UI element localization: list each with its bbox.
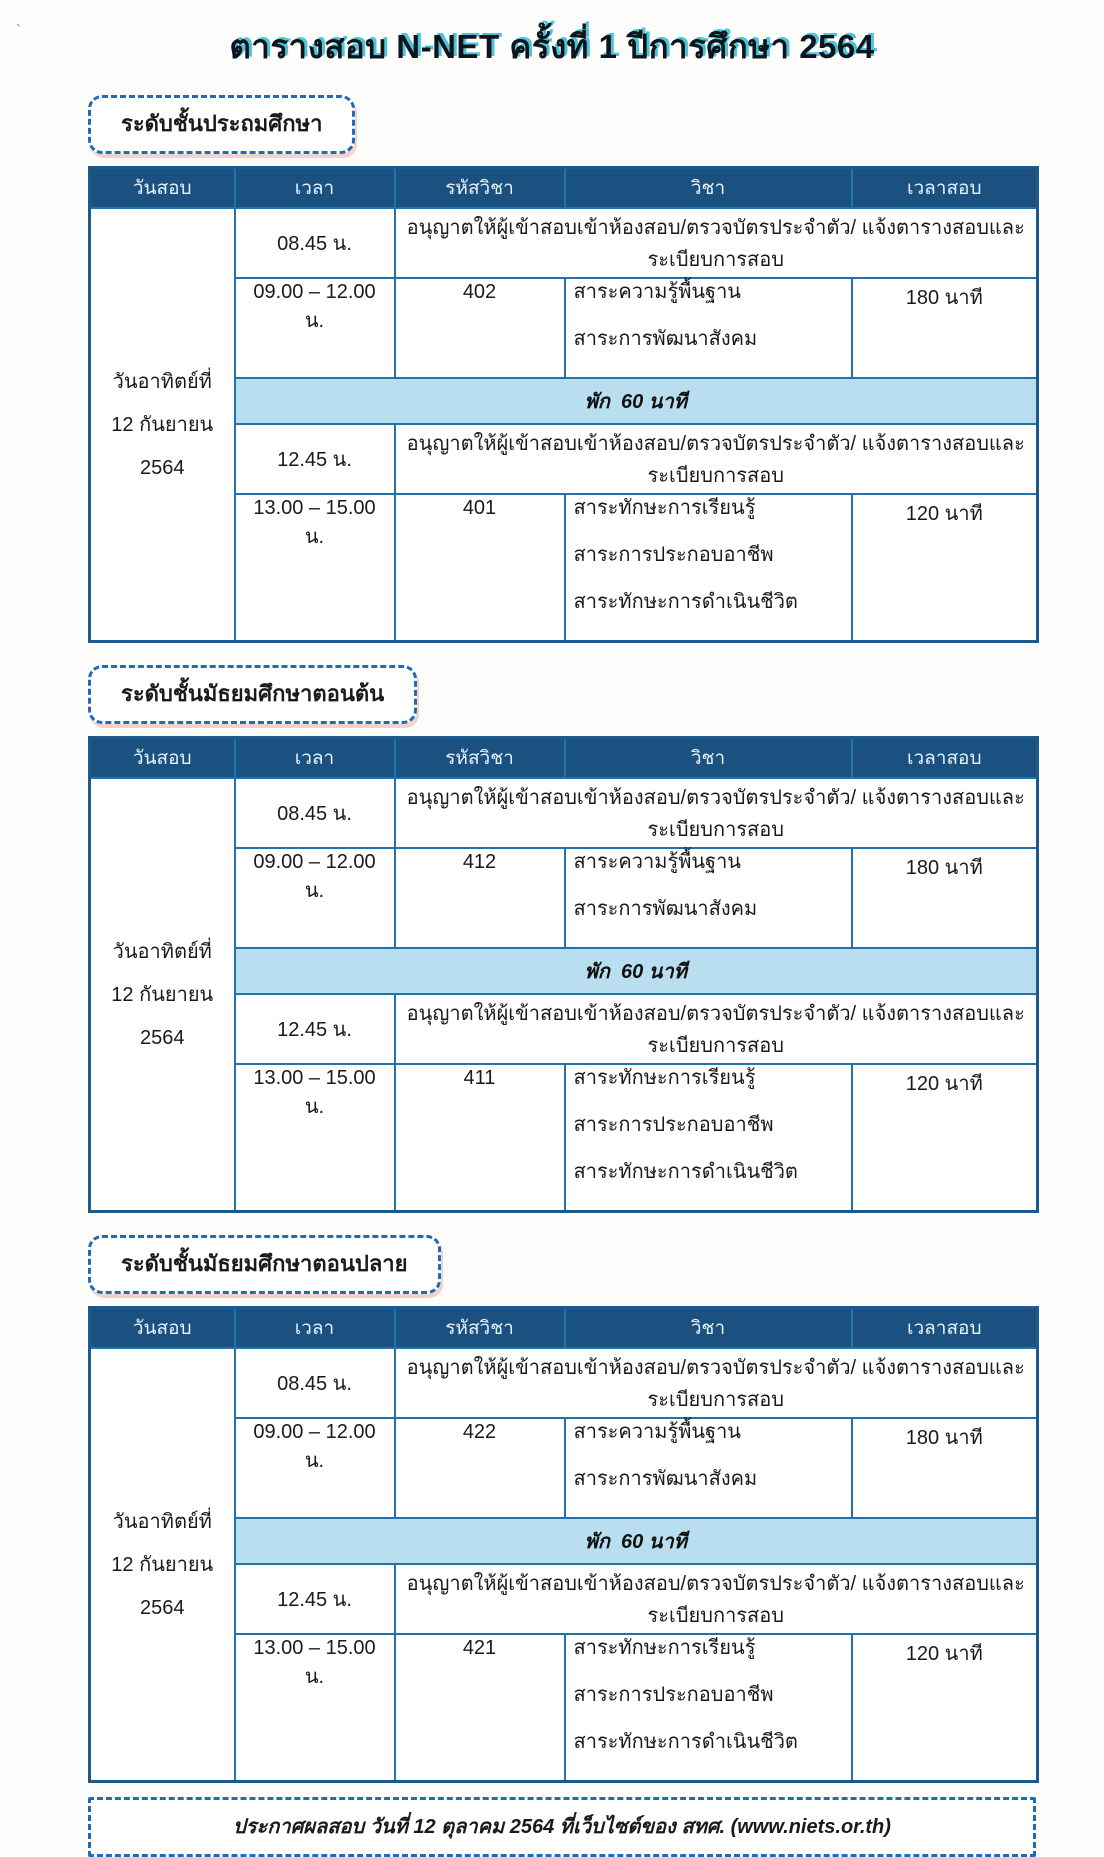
subject-line: สาระความรู้พื้นฐาน xyxy=(573,281,741,303)
exam-date-line: วันอาทิตย์ที่ xyxy=(112,1510,212,1533)
col-header-subject-code: รหัสวิชา xyxy=(395,168,565,209)
break-cell: พัก 60 นาที xyxy=(235,948,1038,994)
break-cell: พัก 60 นาที xyxy=(235,378,1038,424)
time-cell: 08.45 น. xyxy=(235,208,395,278)
subject-line: สาระการประกอบอาชีพ xyxy=(573,544,774,566)
time-cell: 12.45 น. xyxy=(235,1564,395,1634)
time-cell: 12.45 น. xyxy=(235,424,395,494)
time-cell: 09.00 – 12.00 น. xyxy=(235,1418,395,1518)
stray-mark: ` xyxy=(16,22,21,39)
document-body xyxy=(88,73,1036,1857)
subject-line: สาระการพัฒนาสังคม xyxy=(573,1468,758,1490)
admission-cell: อนุญาตให้ผู้เข้าสอบเข้าห้องสอบ/ตรวจบัตรประจำตัว/ แจ้งตารางสอบและระเบียบการสอบ xyxy=(395,1564,1038,1634)
duration-cell: 120 นาที xyxy=(852,1634,1038,1782)
exam-date-line: 12 กันยายน xyxy=(111,413,214,436)
subject-cell xyxy=(565,848,852,948)
time-cell: 13.00 – 15.00 น. xyxy=(235,494,395,642)
table-header-row xyxy=(90,168,1038,209)
col-header-exam-duration: เวลาสอบ xyxy=(852,168,1038,209)
col-header-time: เวลา xyxy=(235,738,395,779)
subject-cell xyxy=(565,494,852,642)
subject-code-cell: 401 xyxy=(395,494,565,642)
exam-table-upper-secondary xyxy=(88,1306,1039,1783)
col-header-subject: วิชา xyxy=(565,738,852,779)
exam-date-line: วันอาทิตย์ที่ xyxy=(112,370,212,393)
table-row-morning-entry xyxy=(90,1348,1038,1418)
admission-cell: อนุญาตให้ผู้เข้าสอบเข้าห้องสอบ/ตรวจบัตรประจำตัว/ แจ้งตารางสอบและระเบียบการสอบ xyxy=(395,1348,1038,1418)
subject-line: สาระการประกอบอาชีพ xyxy=(573,1114,774,1136)
col-header-subject: วิชา xyxy=(565,1308,852,1349)
duration-cell: 120 นาที xyxy=(852,1064,1038,1212)
time-cell: 08.45 น. xyxy=(235,1348,395,1418)
subject-line: สาระความรู้พื้นฐาน xyxy=(573,1421,741,1443)
subject-cell xyxy=(565,1064,852,1212)
subject-line: สาระทักษะการเรียนรู้ xyxy=(573,1067,756,1089)
admission-cell: อนุญาตให้ผู้เข้าสอบเข้าห้องสอบ/ตรวจบัตรประจำตัว/ แจ้งตารางสอบและระเบียบการสอบ xyxy=(395,778,1038,848)
subject-line: สาระความรู้พื้นฐาน xyxy=(573,851,741,873)
col-header-exam-duration: เวลาสอบ xyxy=(852,738,1038,779)
section-label-lower-secondary: ระดับชั้นมัธยมศึกษาตอนต้น xyxy=(88,665,417,724)
exam-date-line: 12 กันยายน xyxy=(111,983,214,1006)
subject-line: สาระการประกอบอาชีพ xyxy=(573,1684,774,1706)
exam-table-lower-secondary xyxy=(88,736,1039,1213)
subject-code-cell: 421 xyxy=(395,1634,565,1782)
subject-line: สาระทักษะการดำเนินชีวิต xyxy=(573,1161,798,1183)
subject-cell xyxy=(565,1418,852,1518)
time-cell: 08.45 น. xyxy=(235,778,395,848)
break-cell: พัก 60 นาที xyxy=(235,1518,1038,1564)
exam-date-line: 2564 xyxy=(140,1026,185,1049)
subject-line: สาระการพัฒนาสังคม xyxy=(573,898,758,920)
results-announcement-note: ประกาศผลสอบ วันที่ 12 ตุลาคม 2564 ที่เว็บไซต์ของ สทศ. (www.niets.or.th) xyxy=(88,1797,1036,1857)
section-label-upper-secondary: ระดับชั้นมัธยมศึกษาตอนปลาย xyxy=(88,1235,441,1294)
subject-line: สาระทักษะการดำเนินชีวิต xyxy=(573,591,798,613)
duration-cell: 180 นาที xyxy=(852,278,1038,378)
col-header-exam-date: วันสอบ xyxy=(90,168,235,209)
exam-date-line: วันอาทิตย์ที่ xyxy=(112,940,212,963)
exam-date-line: 2564 xyxy=(140,1596,185,1619)
subject-line: สาระทักษะการเรียนรู้ xyxy=(573,497,756,519)
table-row-morning-entry xyxy=(90,778,1038,848)
exam-date-line: 2564 xyxy=(140,456,185,479)
exam-table-primary xyxy=(88,166,1039,643)
subject-code-cell: 422 xyxy=(395,1418,565,1518)
duration-cell: 180 นาที xyxy=(852,848,1038,948)
col-header-subject-code: รหัสวิชา xyxy=(395,738,565,779)
time-cell: 13.00 – 15.00 น. xyxy=(235,1064,395,1212)
subject-code-cell: 411 xyxy=(395,1064,565,1212)
exam-date-cell xyxy=(90,778,235,1212)
exam-date-cell xyxy=(90,208,235,642)
subject-cell xyxy=(565,278,852,378)
subject-code-cell: 402 xyxy=(395,278,565,378)
col-header-time: เวลา xyxy=(235,168,395,209)
table-row-morning-entry xyxy=(90,208,1038,278)
section-label-primary: ระดับชั้นประถมศึกษา xyxy=(88,95,355,154)
col-header-subject: วิชา xyxy=(565,168,852,209)
col-header-time: เวลา xyxy=(235,1308,395,1349)
col-header-subject-code: รหัสวิชา xyxy=(395,1308,565,1349)
time-cell: 09.00 – 12.00 น. xyxy=(235,848,395,948)
duration-cell: 180 นาที xyxy=(852,1418,1038,1518)
time-cell: 09.00 – 12.00 น. xyxy=(235,278,395,378)
duration-cell: 120 นาที xyxy=(852,494,1038,642)
page-title: ตารางสอบ N-NET ครั้งที่ 1 ปีการศึกษา 2564 xyxy=(229,28,875,65)
admission-cell: อนุญาตให้ผู้เข้าสอบเข้าห้องสอบ/ตรวจบัตรประจำตัว/ แจ้งตารางสอบและระเบียบการสอบ xyxy=(395,994,1038,1064)
col-header-exam-duration: เวลาสอบ xyxy=(852,1308,1038,1349)
col-header-exam-date: วันสอบ xyxy=(90,1308,235,1349)
subject-line: สาระทักษะการดำเนินชีวิต xyxy=(573,1731,798,1753)
subject-code-cell: 412 xyxy=(395,848,565,948)
col-header-exam-date: วันสอบ xyxy=(90,738,235,779)
admission-cell: อนุญาตให้ผู้เข้าสอบเข้าห้องสอบ/ตรวจบัตรประจำตัว/ แจ้งตารางสอบและระเบียบการสอบ xyxy=(395,208,1038,278)
subject-line: สาระการพัฒนาสังคม xyxy=(573,328,758,350)
time-cell: 13.00 – 15.00 น. xyxy=(235,1634,395,1782)
exam-date-cell xyxy=(90,1348,235,1782)
exam-date-line: 12 กันยายน xyxy=(111,1553,214,1576)
table-header-row xyxy=(90,1308,1038,1349)
time-cell: 12.45 น. xyxy=(235,994,395,1064)
subject-cell xyxy=(565,1634,852,1782)
subject-line: สาระทักษะการเรียนรู้ xyxy=(573,1637,756,1659)
admission-cell: อนุญาตให้ผู้เข้าสอบเข้าห้องสอบ/ตรวจบัตรประจำตัว/ แจ้งตารางสอบและระเบียบการสอบ xyxy=(395,424,1038,494)
table-header-row xyxy=(90,738,1038,779)
